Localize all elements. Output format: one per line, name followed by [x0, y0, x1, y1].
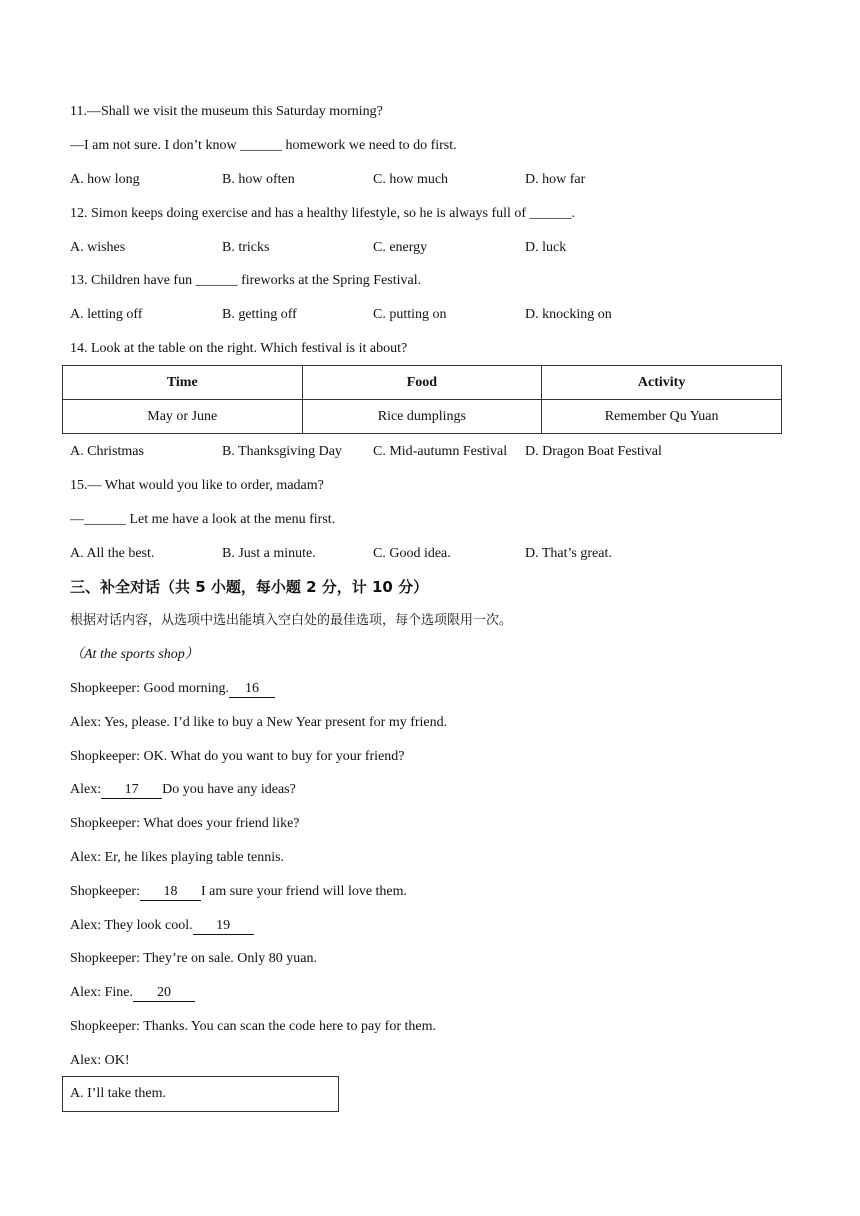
q15-line2-rest: Let me have a look at the menu first. [126, 512, 336, 527]
festival-table-row [63, 400, 782, 434]
table-header-activity: Activity [542, 366, 782, 400]
section3-title: 三、补全对话（共 5 小题，每小题 2 分，计 10 分） [70, 578, 429, 596]
q13-option-d: D. knocking on [525, 307, 612, 322]
q12-option-b: B. tricks [222, 240, 270, 255]
q14-option-a: A. Christmas [70, 444, 144, 459]
q13-option-a: A. letting off [70, 307, 143, 322]
q14-option-b: B. Thanksgiving Day [222, 444, 342, 459]
q15-option-c: C. Good idea. [373, 546, 451, 561]
q12-option-a: A. wishes [70, 240, 126, 255]
dialogue-line-3: Shopkeeper: OK. What do you want to buy for your friend? [70, 749, 405, 764]
dialogue-line-10-text: Alex: Fine. [70, 985, 133, 1000]
dialogue-line-1 [70, 680, 275, 698]
dialogue-line-1-text: Shopkeeper: Good morning. [70, 681, 230, 696]
option-box [62, 1076, 339, 1112]
dialogue-line-7-rest: I am sure your friend will love them. [200, 884, 408, 899]
blank-16: 16 [229, 681, 275, 698]
q11-line2: —I am not sure. I don’t know ______ homework we need to do first. [70, 138, 457, 153]
dialogue-line-7 [70, 883, 407, 901]
q13-stem: 13. Children have fun ______ fireworks at the Spring Festival. [70, 273, 422, 288]
table-header-food: Food [302, 366, 542, 400]
q11-option-d: D. how far [525, 172, 586, 187]
dialogue-line-5: Shopkeeper: What does your friend like? [70, 816, 300, 831]
option-a: A. I’ll take them. [70, 1086, 167, 1101]
dialogue-line-11: Shopkeeper: Thanks. You can scan the code here to pay for them. [70, 1019, 436, 1034]
q11-stem: 11.—Shall we visit the museum this Saturday morning? [70, 104, 383, 119]
dialogue-line-4 [70, 781, 296, 799]
dialogue-line-12: Alex: OK! [70, 1053, 130, 1068]
q15-option-b: B. Just a minute. [222, 546, 316, 561]
q15-dash: — [70, 512, 84, 527]
table-cell-food: Rice dumplings [302, 400, 542, 434]
q12-option-d: D. luck [525, 240, 567, 255]
dialogue-line-7-prefix: Shopkeeper: [70, 884, 140, 899]
dialogue-line-9: Shopkeeper: They’re on sale. Only 80 yuan. [70, 951, 318, 966]
q14-stem: 14. Look at the table on the right. Which festival is it about? [70, 341, 408, 356]
table-cell-time: May or June [63, 400, 303, 434]
q15-line2 [70, 511, 335, 529]
dialogue-line-6: Alex: Er, he likes playing table tennis. [70, 850, 285, 865]
dialogue-line-8-text: Alex: They look cool. [70, 918, 193, 933]
table-cell-activity: Remember Qu Yuan [542, 400, 782, 434]
dialogue-line-8 [70, 917, 254, 935]
dialogue-line-2: Alex: Yes, please. I’d like to buy a New Year present for my friend. [70, 715, 448, 730]
table-header-time: Time [63, 366, 303, 400]
festival-table [62, 365, 782, 434]
q15-stem: 15.— What would you like to order, madam? [70, 478, 324, 493]
blank-19: 19 [193, 918, 254, 935]
q12-option-c: C. energy [373, 240, 428, 255]
q15-blank: ______ [84, 512, 126, 527]
q11-option-c: C. how much [373, 172, 449, 187]
q15-option-a: A. All the best. [70, 546, 155, 561]
dialogue-line-4-prefix: Alex: [70, 782, 102, 797]
dialogue-setting: （At the sports shop） [70, 647, 199, 662]
q12-stem: 12. Simon keeps doing exercise and has a healthy lifestyle, so he is always full of ______. [70, 206, 576, 221]
festival-table-header-row [63, 366, 782, 400]
dialogue-line-10 [70, 984, 195, 1002]
blank-18: 18 [140, 884, 201, 901]
q13-option-c: C. putting on [373, 307, 447, 322]
q13-option-b: B. getting off [222, 307, 297, 322]
q11-option-b: B. how often [222, 172, 295, 187]
q11-option-a: A. how long [70, 172, 140, 187]
q14-option-c: C. Mid-autumn Festival [373, 444, 508, 459]
blank-20: 20 [133, 985, 195, 1002]
q15-option-d: D. That’s great. [525, 546, 612, 561]
section3-instruction: 根据对话内容，从选项中选出能填入空白处的最佳选项，每个选项限用一次。 [70, 613, 513, 628]
q14-option-d: D. Dragon Boat Festival [525, 444, 662, 459]
dialogue-line-4-rest: Do you have any ideas? [162, 782, 296, 797]
blank-17: 17 [101, 782, 162, 799]
